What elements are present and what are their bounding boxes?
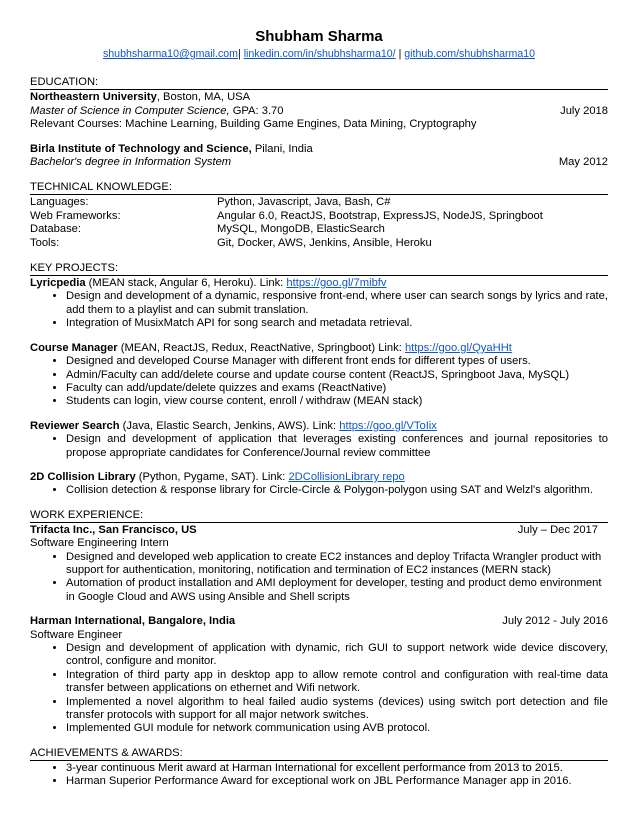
project-link[interactable]: https://goo.gl/7mibfv <box>286 277 387 290</box>
skill-value: Angular 6.0, ReactJS, Bootstrap, ExpressJS, NodeJS, Springboot <box>217 209 543 222</box>
project-link[interactable]: https://goo.gl/VToIix <box>339 419 437 432</box>
list-item: • 3-year continuous Merit award at Harman International for excellent performance from 2013 to 2015. <box>66 762 608 775</box>
list-item: • Integration of MusixMatch API for song search and metadata retrieval. <box>66 317 608 330</box>
gpa: GPA: 3.70 <box>229 104 284 117</box>
project-name: Lyricpedia <box>30 277 86 290</box>
skills-section <box>30 181 608 250</box>
project-entry <box>30 342 608 409</box>
section-title: EDUCATION: <box>30 76 608 90</box>
resume-page <box>30 0 608 789</box>
school-location: Pilani, India <box>251 142 313 155</box>
list-item: • Admin/Faculty can add/delete course and update course content (ReactJS, Springboot Java, MySQL) <box>66 369 608 382</box>
projects-section <box>30 262 608 498</box>
skill-label: Languages: <box>30 196 89 209</box>
job-date: July 2012 - July 2016 <box>502 615 608 628</box>
section-title: WORK EXPERIENCE: <box>30 509 608 523</box>
list-item: • Collision detection & response library for Circle-Circle & Polygon-polygon using SAT and Welzl's algorithm. <box>66 484 608 497</box>
project-tech: (Java, Elastic Search, Jenkins, AWS). Link: <box>119 419 340 432</box>
job-entry <box>30 615 608 736</box>
project-entry <box>30 420 608 460</box>
project-tech: (Python, Pygame, SAT). Link: <box>135 470 289 483</box>
education-date: May 2012 <box>558 156 608 169</box>
list-item: • Students can login, view course content, enroll / withdraw (MEAN stack) <box>66 395 608 408</box>
degree: Master of Science in Computer Science, <box>30 104 230 117</box>
skill-value: MySQL, MongoDB, ElasticSearch <box>217 223 385 236</box>
project-entry <box>30 277 608 331</box>
list-item: • Design and development of a dynamic, responsive front-end, where user can search songs by lyrics and rate, add them to a playlist and can submit translation. <box>66 290 608 317</box>
relevant-courses: Relevant Courses: Machine Learning, Building Game Engines, Data Mining, Cryptography <box>30 118 477 131</box>
skill-value: Python, Javascript, Java, Bash, C# <box>217 196 391 209</box>
company-name: Harman International, Bangalore, India <box>30 615 236 628</box>
list-item: • Integration of third party app in desktop app to allow remote control and configuration with real-time data transfer between applications on ethernet and Wifi network. <box>66 669 608 696</box>
skill-value: Git, Docker, AWS, Jenkins, Ansible, Heroku <box>217 236 432 249</box>
project-entry <box>30 471 608 498</box>
contact-separator: | <box>237 48 244 60</box>
project-name: 2D Collision Library <box>30 470 136 483</box>
email-link[interactable]: shubhsharma10@gmail.com <box>102 48 238 60</box>
section-title: KEY PROJECTS: <box>30 262 608 276</box>
list-item: • Faculty can add/update/delete quizzes and exams (ReactNative) <box>66 382 608 395</box>
school-location: , Boston, MA, USA <box>156 91 251 104</box>
list-item: • Automation of product installation and AMI deployment for developer, testing and product demo environment in Google Cloud and AWS using Ansible and Shell scripts <box>66 577 608 604</box>
job-role: Software Engineer <box>30 628 123 641</box>
list-item: • Implemented a novel algorithm to heal failed audio systems (devices) using switch port detection and file transfer protocols with support for all major network switches. <box>66 696 608 723</box>
project-link[interactable]: 2DCollisionLibrary repo <box>288 470 405 483</box>
list-item: • Implemented GUI module for network communication using AVB protocol. <box>66 722 608 735</box>
list-item: • Harman Superior Performance Award for exceptional work on JBL Performance Manager app in 2016. <box>66 775 608 788</box>
job-entry <box>30 524 608 604</box>
skill-label: Tools: <box>30 236 60 249</box>
skills-table <box>30 196 608 250</box>
degree: Bachelor's degree in Information System <box>30 156 232 169</box>
linkedin-link[interactable]: linkedin.com/in/shubhsharma10/ <box>243 48 396 60</box>
education-entry <box>30 143 608 170</box>
job-date: July – Dec 2017 <box>517 523 598 536</box>
contact-separator: | <box>395 48 405 60</box>
skill-label: Database: <box>30 223 81 236</box>
candidate-name: Shubham Sharma <box>255 28 383 45</box>
project-tech: (MEAN, ReactJS, Redux, ReactNative, Springboot) Link: <box>117 341 405 354</box>
school-name: Birla Institute of Technology and Science, <box>30 142 252 155</box>
project-link[interactable]: https://goo.gl/QyaHHt <box>404 341 512 354</box>
project-name: Course Manager <box>30 341 118 354</box>
section-title: ACHIEVEMENTS & AWARDS: <box>30 747 608 761</box>
section-title: TECHNICAL KNOWLEDGE: <box>30 181 608 195</box>
education-date: July 2018 <box>560 104 608 117</box>
awards-section <box>30 747 608 789</box>
job-role: Software Engineering Intern <box>30 537 169 550</box>
school-name: Northeastern University <box>30 91 157 104</box>
contact-line <box>30 48 608 61</box>
project-name: Reviewer Search <box>30 419 120 432</box>
list-item: • Designed and developed Course Manager with different front ends for different types of users. <box>66 355 608 368</box>
list-item: • Designed and developed web application to create EC2 instances and deploy Trifacta Wrangler product with support for authentication, monitoring, notification and termination of EC2 instances (MERN stack) <box>66 551 608 578</box>
project-tech: (MEAN stack, Angular 6, Heroku). Link: <box>85 277 287 290</box>
list-item: • Design and development of application with dynamic, rich GUI to support network wide device discovery, control, configure and monitor. <box>66 642 608 669</box>
work-section <box>30 509 608 736</box>
education-section <box>30 76 608 169</box>
company-name: Trifacta Inc., San Francisco, US <box>30 523 197 536</box>
skill-label: Web Frameworks: <box>30 209 121 222</box>
github-link[interactable]: github.com/shubhsharma10 <box>404 48 536 60</box>
list-item: • Design and development of application that leverages existing conferences and journal repositories to propose appropriate candidates for Conference/Journal review committee <box>66 433 608 460</box>
education-entry <box>30 91 608 131</box>
